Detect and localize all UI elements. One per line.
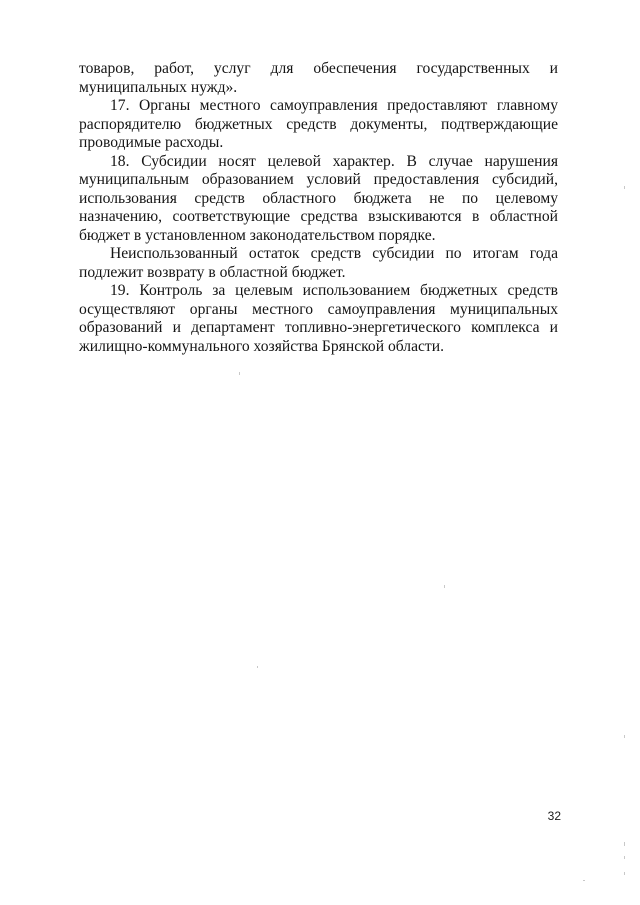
scan-artifact — [624, 735, 625, 738]
paragraph-item-17: 17. Органы местного самоуправления предоставляют главному распорядителю бюджетных средств документы, подтверждающие проводимые расходы. — [79, 97, 558, 151]
paragraph-item-19: 19. Контроль за целевым использованием бюджетных средств осуществляют органы местного самоуправления муниципальных образований и департамент топливно-энергетического комплекса и жилищно-коммунального хозяйства Брянской области. — [79, 282, 558, 355]
scan-artifact — [239, 372, 240, 375]
scan-artifact — [257, 666, 258, 668]
scan-artifact — [624, 856, 625, 859]
scan-artifact — [444, 585, 445, 588]
scan-artifact — [583, 880, 585, 881]
paragraph-unused-balance: Неиспользованный остаток средств субсидии по итогам года подлежит возврату в областной бюджет. — [79, 245, 558, 281]
scan-artifact — [624, 186, 625, 189]
paragraph-item-18: 18. Субсидии носят целевой характер. В случае нарушения муниципальным образованием условий предоставления субсидий, использования средств областного бюджета не по целевому назначению, соответствующие средства взыскиваются в областной бюджет в установленном законодательством порядке. — [79, 152, 558, 244]
paragraph-continuation: товаров, работ, услуг для обеспечения государственных и муниципальных нужд». — [79, 60, 558, 96]
page-number: 32 — [547, 809, 561, 823]
scan-artifact — [624, 872, 625, 875]
document-body — [79, 60, 558, 356]
scan-artifact — [624, 842, 625, 846]
